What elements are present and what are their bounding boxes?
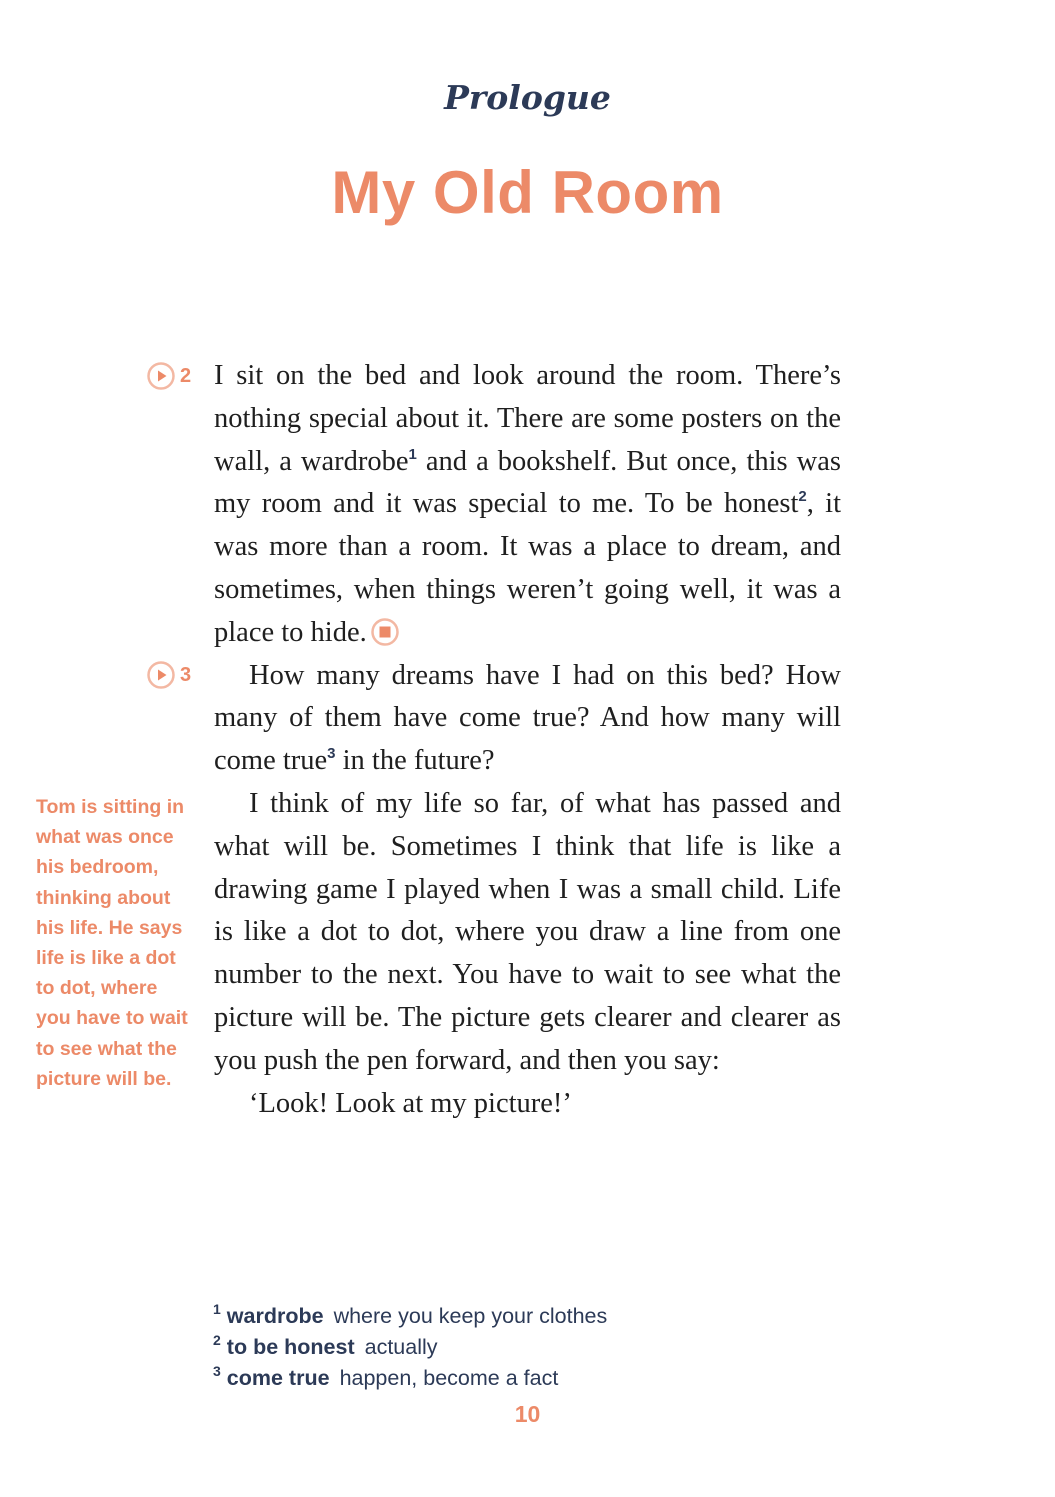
text-run: in the future? — [335, 745, 495, 777]
footnote-item — [213, 1302, 813, 1333]
text-run: , it was more than a room. It was a place to dream, and sometimes, when things weren’t going well, it was a place to hide. — [214, 488, 841, 648]
footnote-item — [213, 1364, 813, 1395]
paragraph — [214, 355, 841, 655]
footnote-term: wardrobe — [226, 1304, 324, 1328]
text-run: I sit on the bed and look around the room. There’s nothing special about it. There are some posters on the wall, a wardrobe — [214, 360, 841, 477]
text-run: and a bookshelf. But once, this was my room and it was special to me. To be honest — [214, 445, 841, 520]
paragraph: I think of my life so far, of what has passed and what will be. Sometimes I think that life is like a drawing game I played when I was a small child. Life is like a dot to dot, where you draw a line from one number to the next. You have to wait to see what the picture will be. The picture gets clearer and clearer as you push the pen forward, and then you say: — [214, 787, 841, 1076]
audio-track-3[interactable] — [147, 661, 191, 689]
footnote-definition: where you keep your clothes — [333, 1304, 608, 1328]
footnote-term: come true — [226, 1366, 330, 1390]
track-number: 2 — [180, 364, 192, 387]
footnote-ref[interactable]: 3 — [327, 745, 336, 763]
footnote-ref[interactable]: 2 — [798, 488, 807, 506]
footnote-item — [213, 1333, 813, 1364]
chapter-title: My Old Room — [331, 159, 724, 226]
play-icon[interactable] — [147, 661, 175, 689]
paragraph: ‘Look! Look at my picture!’ — [249, 1087, 572, 1119]
play-icon[interactable] — [147, 362, 175, 390]
footnote-number: 2 — [213, 1332, 221, 1348]
margin-summary-note: Tom is sitting in what was once his bedroom, thinking about his life. He says life is like a dot to dot, where you have to wait to see what the picture will be. — [36, 796, 188, 1090]
footnotes — [213, 1302, 813, 1395]
audio-track-2[interactable] — [147, 362, 191, 390]
page-number: 10 — [514, 1401, 541, 1427]
stop-icon[interactable] — [371, 617, 399, 645]
footnote-definition: actually — [364, 1335, 438, 1359]
paragraph — [214, 655, 841, 783]
text-run: How many dreams have I had on this bed? How many of them have come true? And how many will come true — [214, 659, 841, 777]
story-text — [214, 355, 841, 1125]
chapter-label: Prologue — [444, 78, 611, 117]
footnote-definition: happen, become a fact — [339, 1366, 559, 1390]
footnote-number: 3 — [213, 1363, 221, 1379]
footnote-term: to be honest — [226, 1335, 355, 1359]
footnote-number: 1 — [213, 1301, 221, 1317]
footnote-ref[interactable]: 1 — [408, 445, 417, 463]
track-number: 3 — [180, 663, 192, 686]
